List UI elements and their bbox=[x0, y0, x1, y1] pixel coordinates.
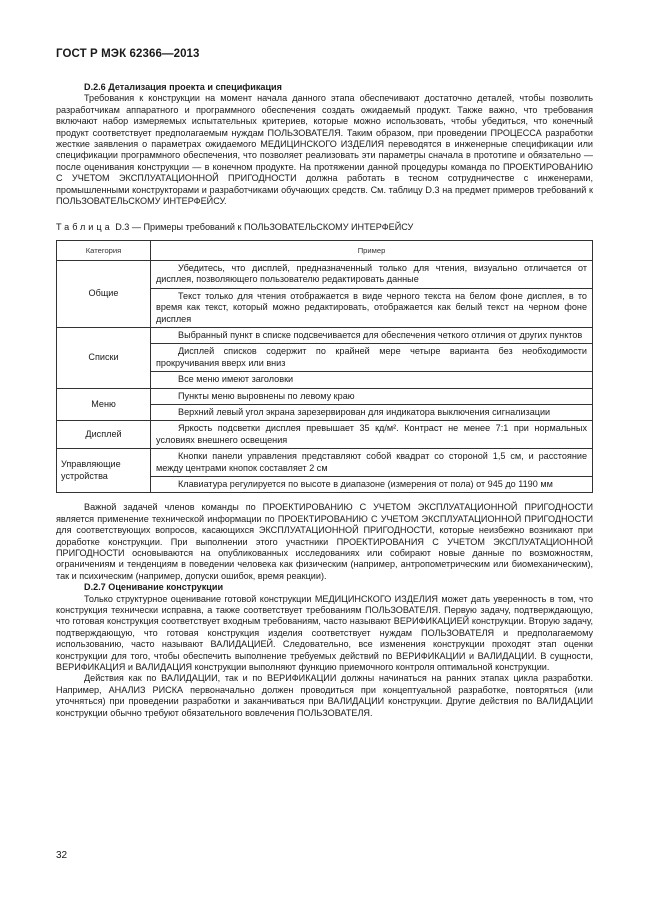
paragraph-d27-2: Действия как по ВАЛИДАЦИИ, так и по ВЕРИФИКАЦИИ должны начинаться на ранних этапах цикла разработки. Например, АНАЛИЗ РИСКА первоначально должен проводиться при концептуальной разработке, повторяться (или уточняться) при проведении разработки и заканчиваться при ВАЛИДАЦИИ конструкции. Другие действия по ВАЛИДАЦИИ конструкции обычно требуют обязательного вовлечения ПОЛЬЗОВАТЕЛЯ. bbox=[56, 673, 593, 718]
category-cell: Списки bbox=[57, 327, 151, 388]
example-cell: Все меню имеют заголовки bbox=[151, 372, 593, 388]
page-content bbox=[56, 82, 593, 719]
example-cell: Клавиатура регулируется по высоте в диапазоне (измерения от пола) от 945 до 1190 мм bbox=[151, 476, 593, 492]
section-title-d26: D.2.6 Детализация проекта и спецификация bbox=[84, 82, 282, 92]
table-row bbox=[57, 449, 593, 477]
table-caption bbox=[56, 222, 593, 233]
category-cell: Управляющие устройства bbox=[57, 449, 151, 493]
category-cell: Дисплей bbox=[57, 421, 151, 449]
table-caption-text: D.3 — Примеры требований к ПОЛЬЗОВАТЕЛЬСКОМУ ИНТЕРФЕЙСУ bbox=[115, 222, 414, 233]
example-cell: Верхний левый угол экрана зарезервирован для индикатора выключения сигнализации bbox=[151, 404, 593, 420]
example-cell: Пункты меню выровнены по левому краю bbox=[151, 388, 593, 404]
table-header-row bbox=[57, 240, 593, 260]
table-row bbox=[57, 260, 593, 288]
requirements-table bbox=[56, 240, 593, 494]
example-cell: Выбранный пункт в списке подсвечивается для обеспечения четкого отличия от других пунктов bbox=[151, 327, 593, 343]
example-cell: Яркость подсветки дисплея превышает 35 кд/м². Контраст не менее 7:1 при нормальных условиях внешнего освещения bbox=[151, 421, 593, 449]
category-cell: Меню bbox=[57, 388, 151, 421]
example-cell: Убедитесь, что дисплей, предназначенный только для чтения, визуально отличается от дисплея, позволяющего пользователю редактировать данные bbox=[151, 260, 593, 288]
paragraph-d26: Требования к конструкции на момент начала данного этапа обеспечивают достаточно деталей, чтобы позволить разработчикам аппаратного и программного обеспечения создать ожидаемый продукт. Также важно, что требования включают набор измеряемых испытательных критериев, которые можно использовать, чтобы убедиться, что конечный продукт соответствует предполагаемым нуждам ПОЛЬЗОВАТЕЛЯ. Таким образом, при проведении ПРОЦЕССА разработки жесткие заявления о параметрах ожидаемого МЕДИЦИНСКОГО ИЗДЕЛИЯ переводятся в инженерные спецификации или спецификации программного обеспечения, что позволяет реализовать эти параметры сначала в прототипе и обязательно — после оценивания конструкции — в конечном продукте. На протяжении данной процедуры команда по ПРОЕКТИРОВАНИЮ С УЧЕТОМ ЭКСПЛУАТАЦИОННОЙ ПРИГОДНОСТИ должна работать в тесном сотрудничестве с инженерами, промышленными конструкторами и разработчиками обучающих средств. См. таблицу D.3 на предмет примеров требований к ПОЛЬЗОВАТЕЛЬСКОМУ ИНТЕРФЕЙСУ. bbox=[56, 93, 593, 207]
paragraph-after-table: Важной задачей членов команды по ПРОЕКТИРОВАНИЮ С УЧЕТОМ ЭКСПЛУАТАЦИОННОЙ ПРИГОДНОСТИ является применение технической информации по ПРОЕКТИРОВАНИЮ С УЧЕТОМ ЭКСПЛУАТАЦИОННОЙ ПРИГОДНОСТИ для соответствующих вопросов, касающихся ЭКСПЛУАТАЦИОННОЙ ПРИГОДНОСТИ, которые неизбежно возникают при доработке конструкции. При выполнении этого участники ПРОЕКТИРОВАНИЯ С УЧЕТОМ ЭКСПЛУАТАЦИОННОЙ ПРИГОДНОСТИ основываются на опубликованных исследованиях или собирают новые данные по возможностям, ограничениям и тенденциям в поведении человека как физическим (например, антропометрическим или биомеханическим), так и психическим (например, допуски ошибок, время реакции). bbox=[56, 502, 593, 581]
header-example: Пример bbox=[151, 240, 593, 260]
table-row bbox=[57, 421, 593, 449]
example-cell: Дисплей списков содержит по крайней мере четыре варианта без необходимости прокручивания вверх или вниз bbox=[151, 344, 593, 372]
header-category: Категория bbox=[57, 240, 151, 260]
page-number: 32 bbox=[56, 850, 68, 861]
section-title-d27: D.2.7 Оценивание конструкции bbox=[84, 582, 224, 593]
category-cell: Общие bbox=[57, 260, 151, 327]
document-header: ГОСТ Р МЭК 62366—2013 bbox=[56, 48, 200, 60]
table-row bbox=[57, 388, 593, 404]
example-cell: Кнопки панели управления представляют собой квадрат со стороной 1,5 см, и расстояние между центрами кнопок составляет 2 см bbox=[151, 449, 593, 477]
example-cell: Текст только для чтения отображается в виде черного текста на белом фоне дисплея, в то время как текст, который можно редактировать, отображается как белый текст на черном фоне дисплея bbox=[151, 288, 593, 327]
table-row bbox=[57, 327, 593, 343]
paragraph-d27-1: Только структурное оценивание готовой конструкции МЕДИЦИНСКОГО ИЗДЕЛИЯ может дать уверенность в том, что конструкция технически исправна, а также соответствует требованиям ПОЛЬЗОВАТЕЛЯ. Первую задачу, подтверждающую, что готовая конструкция соответствует входным требованиям, часто называют ВЕРИФИКАЦИЕЙ конструкции. Вторую задачу, подтверждающую, что готовая конструкция изделия соответствует нуждам ПОЛЬЗОВАТЕЛЯ и предполагаемому использованию, часто называют ВАЛИДАЦИЕЙ. Следовательно, все изменения конструкции проходят этап оценки конструкции для того, чтобы обеспечить выполнение требуемых действий по ВЕРИФИКАЦИИ и ВАЛИДАЦИИ. В сущности, ВЕРИФИКАЦИЯ и ВАЛИДАЦИЯ конструкции выполняют функцию приемочного контроля оптимальной конструкции. bbox=[56, 593, 593, 673]
table-caption-prefix: Таблица bbox=[56, 222, 113, 233]
